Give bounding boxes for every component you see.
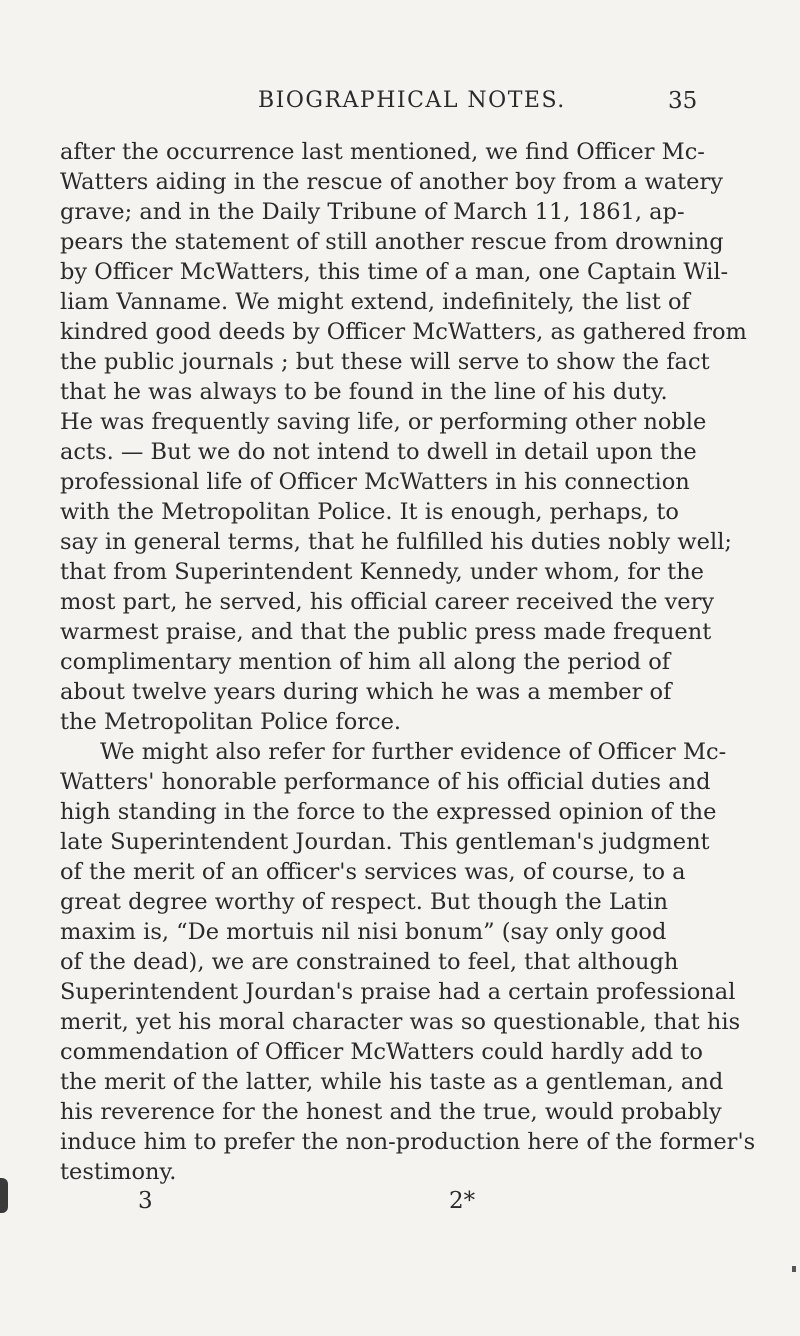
text-line: of the merit of an officer's services was, of course, to a [60, 859, 686, 885]
text-line: maxim is, “De mortuis nil nisi bonum” (say only good [60, 919, 667, 945]
text-line: pears the statement of still another rescue from drowning [60, 229, 724, 255]
text-line: He was frequently saving life, or performing other noble [60, 409, 707, 435]
text-line: the Metropolitan Police force. [60, 709, 402, 735]
edge-speck [792, 1266, 796, 1272]
text-line: by Officer McWatters, this time of a man, one Captain Wil- [60, 259, 729, 285]
text-line: acts. — But we do not intend to dwell in detail upon the [60, 439, 697, 465]
text-line: commendation of Officer McWatters could hardly add to [60, 1039, 703, 1065]
signature-right: 2* [449, 1188, 476, 1214]
text-line: the merit of the latter, while his taste as a gentleman, and [60, 1069, 724, 1095]
text-line: liam Vanname. We might extend, indefinitely, the list of [60, 289, 690, 315]
signature-mark [0, 1188, 800, 1218]
text-line: testimony. [60, 1159, 177, 1185]
text-line: Watters aiding in the rescue of another boy from a watery [60, 169, 723, 195]
text-line: high standing in the force to the expressed opinion of the [60, 799, 717, 825]
text-line: say in general terms, that he fulfilled his duties nobly well; [60, 529, 732, 555]
text-line: late Superintendent Jourdan. This gentleman's judgment [60, 829, 710, 855]
text-line: We might also refer for further evidence of Officer Mc- [100, 739, 727, 765]
page-number: 35 [668, 88, 698, 114]
text-line: great degree worthy of respect. But though the Latin [60, 889, 668, 915]
text-line: that he was always to be found in the line of his duty. [60, 379, 668, 405]
text-line: warmest praise, and that the public press made frequent [60, 619, 712, 645]
text-line: kindred good deeds by Officer McWatters, as gathered from [60, 319, 747, 345]
text-line: the public journals ; but these will serve to show the fact [60, 349, 710, 375]
text-line: about twelve years during which he was a member of [60, 679, 672, 705]
running-head [0, 88, 800, 118]
running-head-title: BIOGRAPHICAL NOTES. [258, 88, 566, 113]
text-line: his reverence for the honest and the true, would probably [60, 1099, 722, 1125]
text-line: with the Metropolitan Police. It is enough, perhaps, to [60, 499, 679, 525]
text-line: induce him to prefer the non-production here of the former's [60, 1129, 756, 1155]
text-line: after the occurrence last mentioned, we find Officer Mc- [60, 139, 705, 165]
text-line: merit, yet his moral character was so questionable, that his [60, 1009, 741, 1035]
text-line: most part, he served, his official career received the very [60, 589, 715, 615]
text-line: of the dead), we are constrained to feel, that although [60, 949, 679, 975]
margin-ink-mark [0, 1178, 8, 1213]
text-line: professional life of Officer McWatters in his connection [60, 469, 690, 495]
signature-left: 3 [138, 1188, 153, 1214]
text-line: complimentary mention of him all along the period of [60, 649, 671, 675]
text-line: Watters' honorable performance of his official duties and [60, 769, 711, 795]
text-line: that from Superintendent Kennedy, under whom, for the [60, 559, 704, 585]
text-line: Superintendent Jourdan's praise had a certain professional [60, 979, 736, 1005]
text-line: grave; and in the Daily Tribune of March 11, 1861, ap- [60, 199, 685, 225]
